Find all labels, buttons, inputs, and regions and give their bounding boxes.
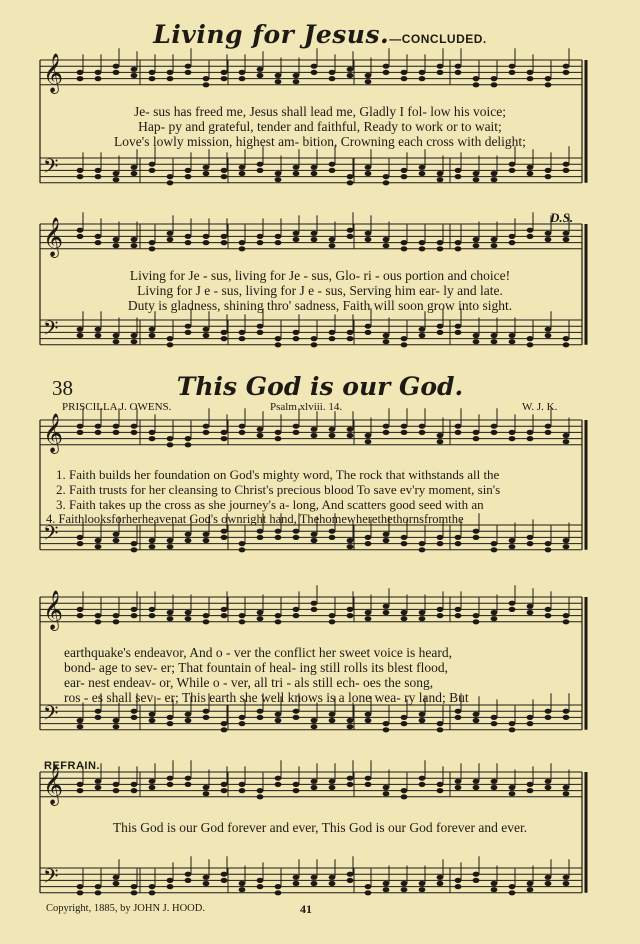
lyric-line: Je- sus has freed me, Jesus shall lead me, Gladly I fol- low his voice; (134, 104, 506, 119)
hymn-title: This God is our God. (176, 372, 464, 401)
lyric-line: bond- age to sev- er; That fountain of heal- ing still rolls its blest flood, (64, 660, 449, 675)
lyric-line: Living for J e - sus, living for J e - sus, Serving him ear- ly and late. (137, 283, 503, 298)
hymn-title-text: Living for Jesus. (153, 20, 390, 49)
svg-text:𝄢: 𝄢 (43, 701, 59, 730)
lyric-line: 3. Faith takes up the cross as she journey's a- long, And scatters good seed with an (56, 497, 484, 512)
svg-text:𝄞: 𝄞 (43, 764, 64, 805)
lyric-line: Hap- py and grateful, tender and faithful, Ready to work or to wait; (138, 119, 502, 134)
lyric-line: Love's lowly mission, highest am- bition, Crowning each cross with delight; (114, 134, 526, 149)
svg-text:𝄢: 𝄢 (43, 521, 59, 550)
page-number: 41 (300, 902, 312, 916)
lyric-line: Living for Je - sus, living for Je - sus, Glo- ri - ous portion and choice! (129, 268, 511, 283)
lyric-line: earthquake's endeavor, And o - ver the conflict her sweet voice is heard, (64, 645, 452, 660)
scripture-reference: Psalm xlviii. 14. (270, 401, 343, 413)
svg-text:𝄢: 𝄢 (43, 316, 59, 345)
refrain-lyric: This God is our God forever and ever, This God is our God forever and ever. (112, 820, 528, 835)
author-credit: PRISCILLA J. OWENS. (62, 401, 172, 413)
lyric-line: 4. Faithlooksforherheavenat God's ownright hand, Thehomewherethethornsfromthe (46, 512, 464, 526)
lyric-line: 1. Faith builds her foundation on God's mighty word, The rock that withstands all the (56, 467, 500, 482)
lyric-line: 2. Faith trusts for her cleansing to Christ's precious blood To save ev'ry moment, sin's (56, 482, 501, 497)
refrain-label: REFRAIN. (44, 760, 100, 772)
hymn-number: 38 (52, 376, 73, 400)
composer-credit: W. J. K. (522, 401, 558, 413)
svg-text:𝄞: 𝄞 (43, 52, 64, 93)
hymn-title-suffix: —CONCLUDED. (389, 32, 487, 46)
lyric-line: Duty is gladness, shining thro' sadness, Faith will soon grow into sight. (127, 298, 513, 313)
copyright-notice: Copyright, 1885, by JOHN J. HOOD. (46, 903, 205, 914)
svg-text:𝄢: 𝄢 (43, 864, 59, 893)
lyric-line: ros - es shall sev - er; This earth she well knows is a lone wea- ry land; But (64, 690, 469, 705)
dal-segno-mark: D.S. (550, 210, 574, 225)
svg-text:𝄞: 𝄞 (43, 412, 64, 453)
svg-text:𝄞: 𝄞 (43, 589, 64, 630)
svg-text:𝄞: 𝄞 (43, 216, 64, 257)
svg-text:𝄢: 𝄢 (43, 154, 59, 183)
lyric-line: ear- nest endeav- or, While o - ver, all tri - als still ech- oes the song, (64, 675, 434, 690)
